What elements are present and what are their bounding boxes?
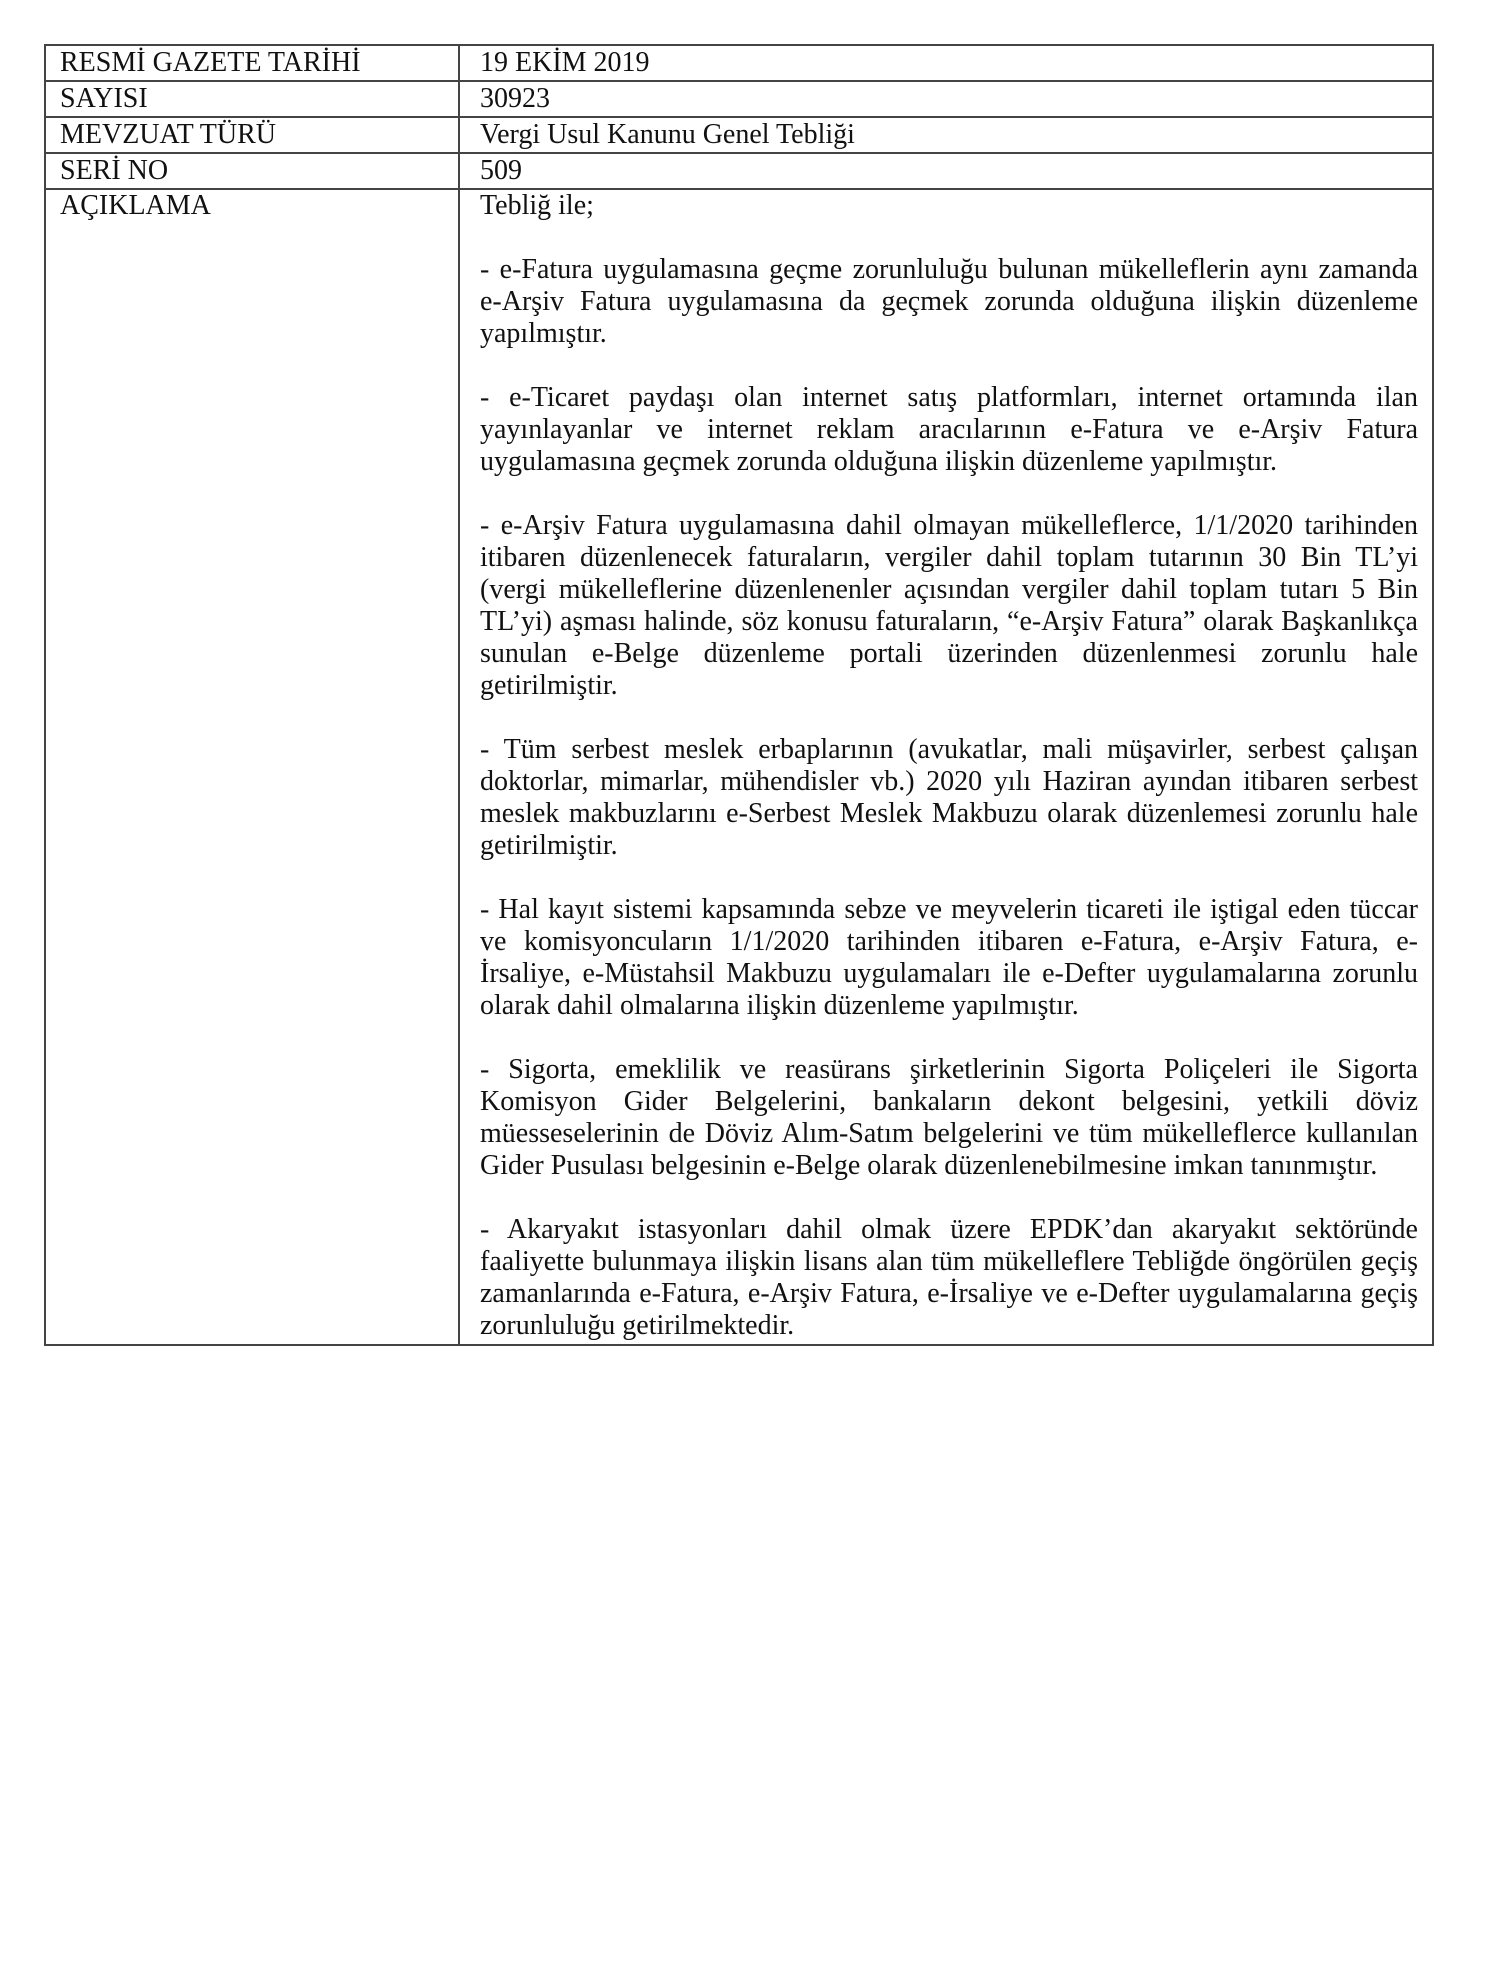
description-paragraph: - Sigorta, emeklilik ve reasürans şirketlerinin Sigorta Poliçeleri ile Sigorta Komisyon Gider Belgelerini, bankaların dekont belgesini, yetkili döviz müesseselerinin de Döviz Alım-Satım belgelerini ve tüm mükelleflerce kullanılan Gider Pusulası belgesinin e-Belge olarak düzenlenebilmesine imkan tanınmıştır.: [480, 1054, 1418, 1181]
label-series-number: SERİ NO: [45, 153, 459, 189]
label-issue-number: SAYISI: [45, 81, 459, 117]
description-paragraph: - Tüm serbest meslek erbaplarının (avukatlar, mali müşavirler, serbest çalışan doktorlar, mimarlar, mühendisler vb.) 2020 yılı Haziran ayından itibaren serbest meslek makbuzlarını e-Serbest Meslek Makbuzu olarak düzenlemesi zorunlu hale getirilmiştir.: [480, 734, 1418, 861]
regulation-info-table: [44, 44, 1434, 1346]
label-gazette-date: RESMİ GAZETE TARİHİ: [45, 45, 459, 81]
description-paragraph: - Akaryakıt istasyonları dahil olmak üzere EPDK’dan akaryakıt sektöründe faaliyette bulunmaya ilişkin lisans alan tüm mükelleflere Tebliğde öngörülen geçiş zamanlarında e-Fatura, e-Arşiv Fatura, e-İrsaliye ve e-Defter uygulamalarına geçiş zorunluluğu getirilmektedir.: [480, 1214, 1418, 1341]
row-description: [45, 189, 1433, 1345]
value-series-number: 509: [459, 153, 1433, 189]
description-paragraph: - Hal kayıt sistemi kapsamında sebze ve meyvelerin ticareti ile iştigal eden tüccar ve komisyoncuların 1/1/2020 tarihinden itibaren e-Fatura, e-Arşiv Fatura, e-İrsaliye, e-Müstahsil Makbuzu uygulamaları ile e-Defter uygulamalarına zorunlu olarak dahil olmalarına ilişkin düzenleme yapılmıştır.: [480, 894, 1418, 1021]
row-issue-number: [45, 81, 1433, 117]
row-series-number: [45, 153, 1433, 189]
description-paragraph: - e-Fatura uygulamasına geçme zorunluluğu bulunan mükelleflerin aynı zamanda e-Arşiv Fatura uygulamasına da geçmek zorunda olduğuna ilişkin düzenleme yapılmıştır.: [480, 254, 1418, 349]
description-paragraph: - e-Ticaret paydaşı olan internet satış platformları, internet ortamında ilan yayınlayanlar ve internet reklam aracılarının e-Fatura ve e-Arşiv Fatura uygulamasına geçmek zorunda olduğuna ilişkin düzenleme yapılmıştır.: [480, 382, 1418, 477]
value-legislation-type: Vergi Usul Kanunu Genel Tebliği: [459, 117, 1433, 153]
description-paragraph: - e-Arşiv Fatura uygulamasına dahil olmayan mükelleflerce, 1/1/2020 tarihinden itibaren düzenlenecek faturaların, vergiler dahil toplam tutarının 30 Bin TL’yi (vergi mükelleflerine düzenlenenler açısından vergiler dahil toplam tutarı 5 Bin TL’yi) aşması halinde, söz konusu faturaların, “e-Arşiv Fatura” olarak Başkanlıkça sunulan e-Belge düzenleme portali üzerinden düzenlenmesi zorunlu hale getirilmiştir.: [480, 510, 1418, 701]
description-body: [459, 189, 1433, 1345]
value-issue-number: 30923: [459, 81, 1433, 117]
label-legislation-type: MEVZUAT TÜRÜ: [45, 117, 459, 153]
label-description: AÇIKLAMA: [45, 189, 459, 1345]
description-intro: Tebliğ ile;: [480, 190, 594, 221]
row-gazette-date: [45, 45, 1433, 81]
value-gazette-date: 19 EKİM 2019: [459, 45, 1433, 81]
row-legislation-type: [45, 117, 1433, 153]
